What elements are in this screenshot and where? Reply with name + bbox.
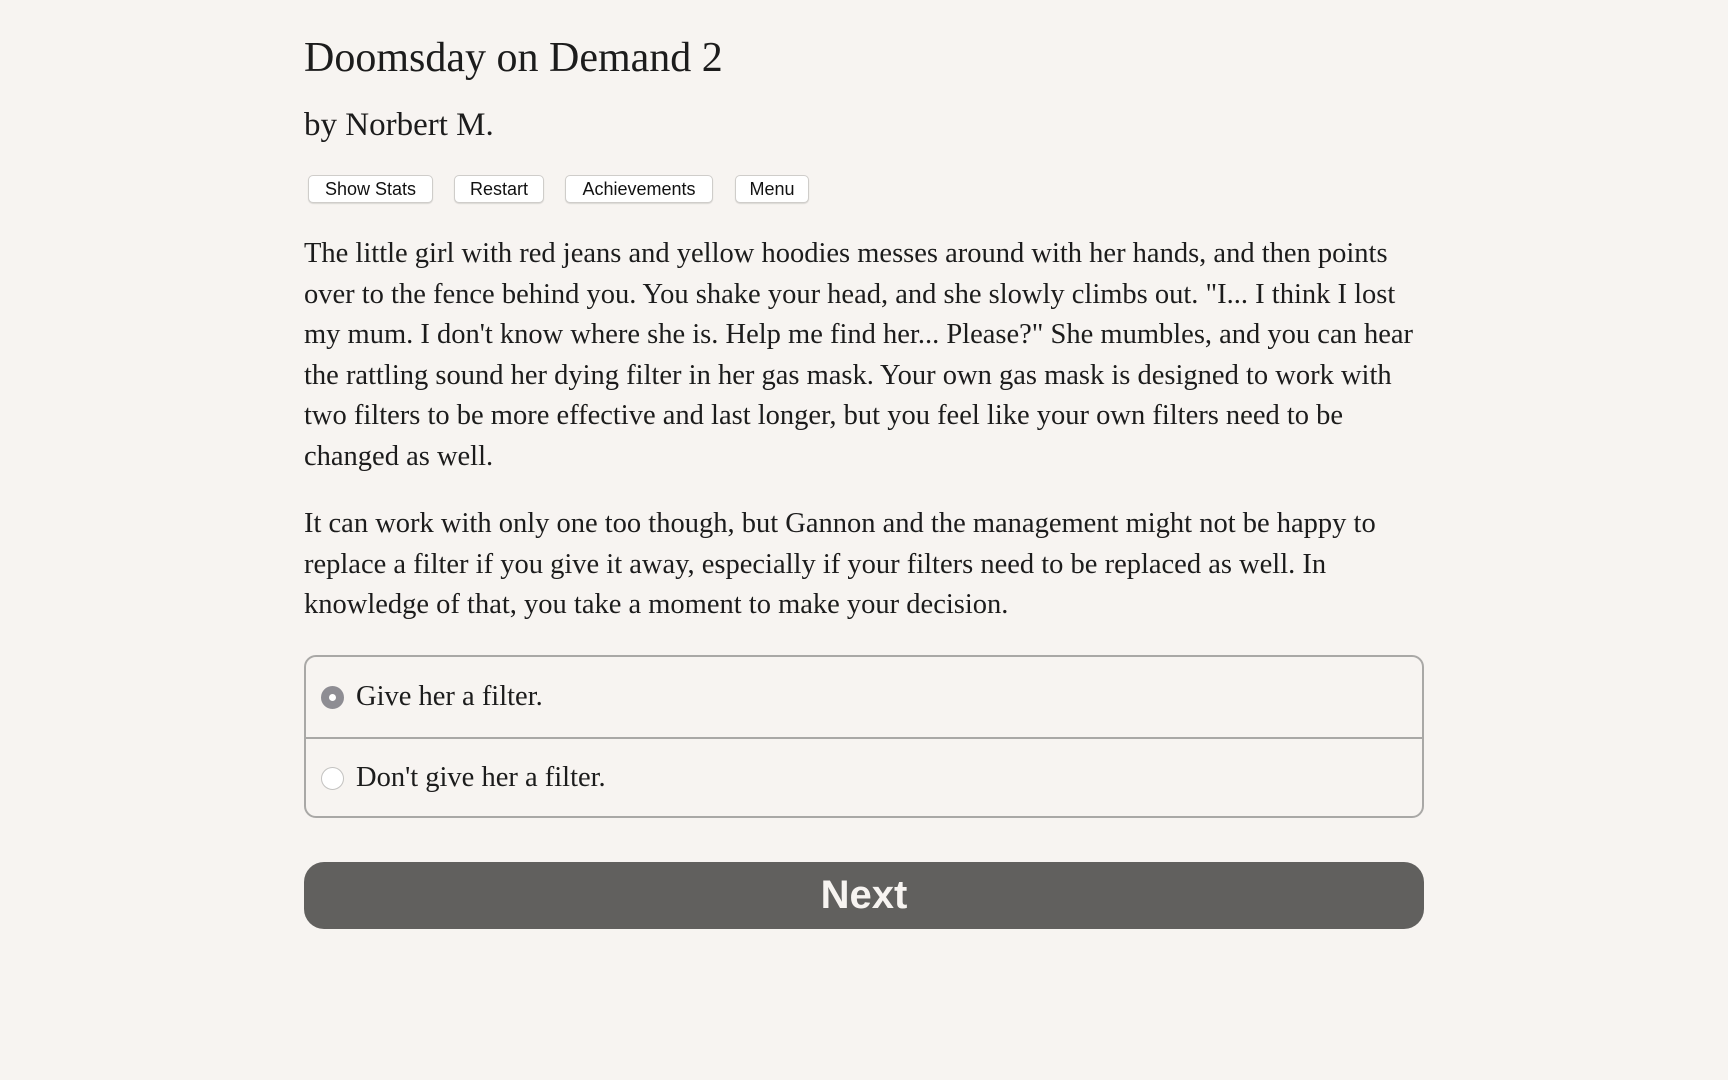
radio-selected-icon[interactable] <box>321 686 344 709</box>
story-text <box>304 234 1424 653</box>
restart-button[interactable]: Restart <box>454 175 544 203</box>
choice-label[interactable]: Don't give her a filter. <box>356 762 606 793</box>
menu-button[interactable]: Menu <box>735 175 809 203</box>
radio-unselected-icon[interactable] <box>321 767 344 790</box>
achievements-button[interactable]: Achievements <box>565 175 713 203</box>
choice-option-dont-give-filter[interactable] <box>306 737 1422 817</box>
show-stats-button[interactable]: Show Stats <box>308 175 433 203</box>
choice-list <box>304 655 1424 818</box>
game-title: Doomsday on Demand 2 <box>304 35 723 81</box>
next-button[interactable]: Next <box>304 862 1424 929</box>
story-paragraph: The little girl with red jeans and yellow hoodies messes around with her hands, and then points over to the fence behind you. You shake your head, and she slowly climbs out. "I... I think I lost my mum. I don't know where she is. Help me find her... Please?" She mumbles, and you can hear the rattling sound her dying filter in her gas mask. Your own gas mask is designed to work with two filters to be more effective and last longer, but you feel like your own filters need to be changed as well. <box>304 238 1414 472</box>
story-paragraph: It can work with only one too though, but Gannon and the management might not be happy to replace a filter if you give it away, especially if your filters need to be replaced as well. In knowledge of that, you take a moment to make your decision. <box>304 508 1376 620</box>
choice-label[interactable]: Give her a filter. <box>356 681 543 712</box>
choice-option-give-filter[interactable] <box>306 657 1422 737</box>
game-author: by Norbert M. <box>304 107 494 143</box>
